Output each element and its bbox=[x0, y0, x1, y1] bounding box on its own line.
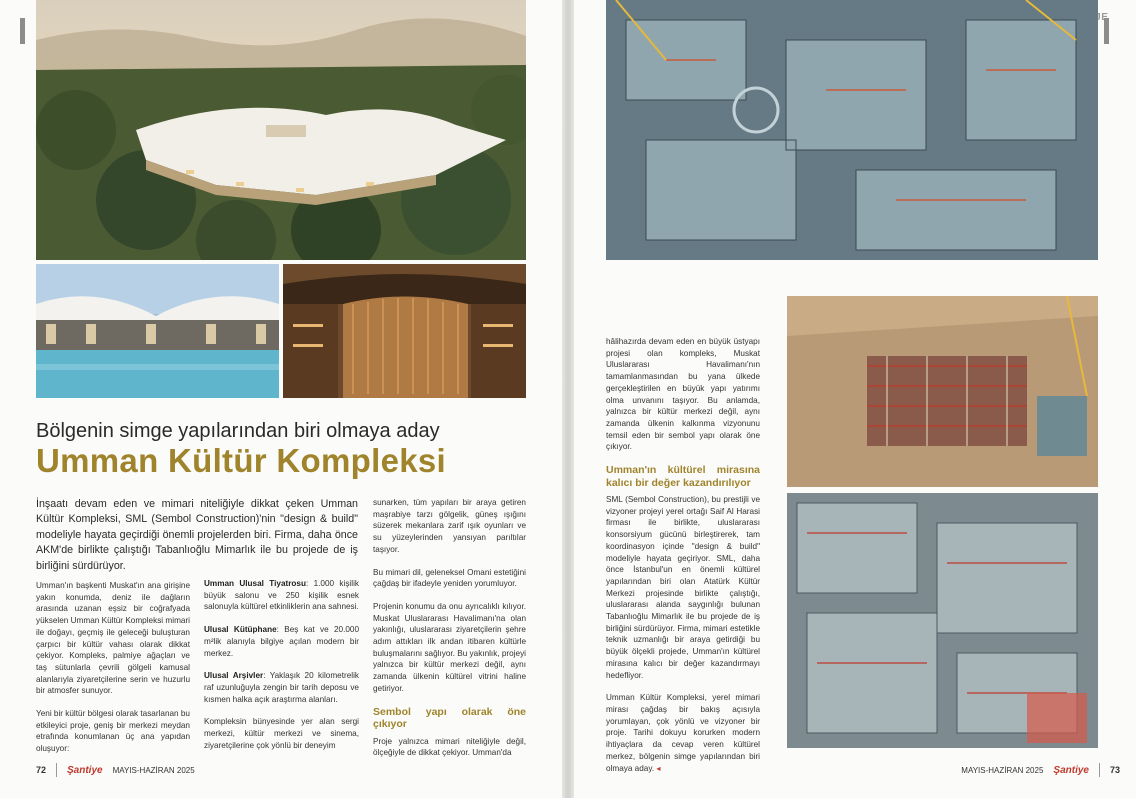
article-intro: İnşaatı devam eden ve mimari niteliğiyle dikkat çeken Umman Kültür Kompleksi, SML (Sembol Construction)'nin "design & build" modeliyle hayata geçirdiği önemli projelerden biri. Firma, daha önce AKM'de birlikte çalıştığı Tabanlıoğlu Mimarlık ile bu projede de iş birliğini sürdürüyor. bbox=[36, 498, 358, 572]
issue-date-left: MAYIS-HAZİRAN 2025 bbox=[112, 765, 195, 775]
footer-divider-right bbox=[1099, 763, 1100, 777]
col3-paragraph-2: Bu mimari dil, geleneksel Omani estetiğini çağdaş bir ifadeyle yeniden yorumluyor. bbox=[373, 567, 526, 589]
section-tab-bar-right bbox=[1104, 18, 1109, 44]
col3-subheading: Sembol yapı olarak öne çıkıyor bbox=[373, 705, 526, 731]
col1-paragraph-1: Umman'ın başkenti Muskat'ın ana girişine yakın konumda, deniz ile dağların arasında uzanan eşsiz bir coğrafyada yükselen Umman Kültür Kompleksi mimari ile doğayı, geçmiş ile geleceği buluşturan çarpıcı bir kültür vahası olarak dikkat çekiyor. Kompleks, palmiye ağaçları ve taş sütunlarla çevrili gölgeli kamusal alanlarıyla ziyaretçilerine serin ve huzurlu bir atmosfer sunuyor. bbox=[36, 581, 190, 696]
col4-subheading: Umman'ın kültürel mirasına kalıcı bir değer kazandırılıyor bbox=[606, 464, 760, 489]
construction-aerial-photo bbox=[606, 0, 1098, 260]
page-number-left: 72 bbox=[36, 765, 47, 775]
archives-title: Ulusal Arşivler bbox=[204, 671, 264, 681]
col4-paragraph-2: SML (Sembol Construction), bu prestijli ve vizyoner projeyi yerel ortağı Saif Al Harasi firması ile birlikte, uluslararası konsorsiyum gücünü birleştirerek, tam koordinasyon içinde "design & build" modeliyle hayata geçiriyor. SML, daha önce İstanbul'un en önemli kültürel yapılarından biri olan Atatürk Kültür Merkezi projesinde birlikte çalıştığı, uluslararası alanda saygınlığı bulunan Tabanlıoğlu Mimarlık ile bu projede de iş birliğini sürdürüyor. Firma, mimari estetikle teknik uzmanlığı bir araya getirdiği bu büyük ölçekli projede, Umman'ın kültürel mirasına kalıcı bir değer kazandırmayı hedefliyor. bbox=[606, 495, 760, 680]
footer-left bbox=[36, 763, 195, 777]
footer-right bbox=[961, 763, 1120, 777]
brand-logo-right: Şantiye bbox=[1053, 764, 1089, 776]
text-column-1 bbox=[36, 580, 190, 766]
col2-paragraph-4: Kompleksin bünyesinde yer alan sergi merkezi, kültür merkezi ve sinema, ziyaretçilerine çok yönlü bir deneyim bbox=[204, 717, 359, 750]
brand-logo-left: Şantiye bbox=[67, 764, 103, 776]
issue-date-right: MAYIS-HAZİRAN 2025 bbox=[961, 765, 1044, 775]
list-item-archives bbox=[204, 670, 359, 705]
library-title: Ulusal Kütüphane bbox=[204, 625, 277, 635]
construction-structure-photo bbox=[787, 493, 1098, 748]
col1-paragraph-2: Yeni bir kültür bölgesi olarak tasarlanan bu etkileyici proje, geniş bir merkezi meydan etrafında konumlanan üç ana yapıdan oluşuyor: bbox=[36, 709, 190, 754]
right-page bbox=[574, 0, 1136, 798]
text-column-2 bbox=[204, 578, 359, 762]
article-kicker: Bölgenin simge yapılarından biri olmaya aday bbox=[36, 420, 440, 442]
pool-rendering-photo bbox=[36, 264, 279, 398]
article-headline: Umman Kültür Kompleksi bbox=[36, 442, 446, 479]
text-column-4 bbox=[606, 336, 760, 785]
list-item-library bbox=[204, 624, 359, 659]
archives-text: : Yaklaşık 20 kilometrelik raf uzunluğuyla zengin bir tarih deposu ve kısmen halka açık araştırma alanları. bbox=[204, 671, 359, 704]
left-page bbox=[0, 0, 562, 798]
theatre-title: Umman Ulusal Tiyatrosu bbox=[204, 579, 306, 588]
col4-paragraph-1: hâlihazırda devam eden en büyük üstyapı projesi olan kompleks, Muskat Uluslararası Havalimanı'nın tamamlanmasından bu yana ülkede gerçekleştirilen en büyük yapı yatırımı olma unvanını taşıyor. Bu anlamda, yalnızca bir kültür merkezi değil, aynı zamanda ülkenin kalkınma vizyonunu temsil eden bir sembol yapı olarak öne çıkıyor. bbox=[606, 337, 760, 452]
section-tab-bar bbox=[20, 18, 25, 44]
theatre-text: : 1.000 kişilik büyük salonu ve 250 kişilik esnek salonuyla kültürel etkinliklerin ana sahnesi. bbox=[204, 579, 359, 612]
col3-paragraph-4: Proje yalnızca mimari niteliğiyle değil, ölçeğiyle de dikkat çekiyor. Umman'da bbox=[373, 736, 526, 758]
col4-paragraph-3-text: Umman Kültür Kompleksi, yerel mimari mirası çağdaş bir bakış açısıyla yorumlayan, çok yönlü ve vizyoner bir proje. Tarihi dokuyu korurken modern ihtiyaçlara da cevap veren kültürel merkez, bölgenin simge yapılarından biri olmaya aday. bbox=[606, 693, 760, 773]
col3-paragraph-3: Projenin konumu da onu ayrıcalıklı kılıyor. Muskat Uluslararası Havalimanı'na olan yakınlığı, uluslararası ziyaretçilerin şehre adım attıkları ilk andan itibaren kültürle buluşmalarını sağlıyor. Bu yakınlık, projeyi yalnızca bir kültür merkezi değil, aynı zamanda ülkenin kültürel vitrini haline getiriyor. bbox=[373, 601, 526, 693]
page-number-right: 73 bbox=[1109, 765, 1120, 775]
col4-paragraph-3 bbox=[606, 692, 760, 774]
text-column-3 bbox=[373, 497, 526, 770]
library-text: : Beş kat ve 20.000 m²lik alanıyla bilgiye açılan modern bir merkez. bbox=[204, 625, 360, 658]
theatre-interior-photo bbox=[283, 264, 526, 398]
col3-paragraph-1: sunarken, tüm yapıları bir araya getiren maşrabiye tarzı gölgelik, güneş ışığını süzerek mekanlara zarif ışık oyunları ve su yüzeylerinden yansıyan parıltılar taşıyor. bbox=[373, 498, 526, 554]
end-of-article-icon: ◂ bbox=[656, 763, 661, 773]
footer-divider bbox=[56, 763, 57, 777]
construction-site-photo bbox=[787, 296, 1098, 487]
hero-rendering-photo bbox=[36, 0, 526, 260]
list-item-theatre bbox=[204, 578, 359, 613]
spine-gutter bbox=[562, 0, 574, 798]
